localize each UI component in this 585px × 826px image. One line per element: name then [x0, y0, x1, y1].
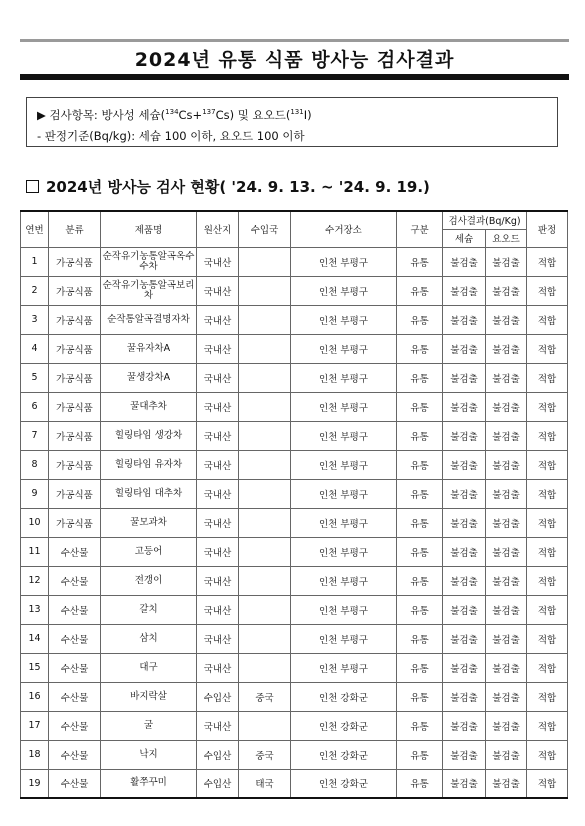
header-result-group: 검사결과(Bq/Kg) — [443, 211, 527, 229]
cell-cesium: 불검출 — [443, 537, 486, 566]
cell-location: 인천 부평구 — [291, 624, 397, 653]
cell-type: 유통 — [397, 682, 443, 711]
cell-iodine: 불검출 — [486, 305, 527, 334]
title-top-rule — [20, 39, 569, 42]
cell-no: 14 — [21, 624, 49, 653]
cell-cesium: 불검출 — [443, 595, 486, 624]
table-row — [21, 276, 568, 305]
cell-iodine: 불검출 — [486, 711, 527, 740]
cell-product: 순작유기농통알곡옥수수차 — [101, 247, 197, 276]
cell-product: 갈치 — [101, 595, 197, 624]
cell-location: 인천 부평구 — [291, 566, 397, 595]
cell-product: 순작통알곡결명자차 — [101, 305, 197, 334]
cell-type: 유통 — [397, 740, 443, 769]
cell-origin: 국내산 — [197, 595, 239, 624]
section-heading — [26, 176, 430, 197]
cell-category: 가공식품 — [49, 450, 101, 479]
cell-origin: 국내산 — [197, 566, 239, 595]
cell-verdict: 적합 — [527, 334, 568, 363]
cell-type: 유통 — [397, 334, 443, 363]
cell-no: 18 — [21, 740, 49, 769]
cell-product: 순작유기농통알곡보리차 — [101, 276, 197, 305]
cell-cesium: 불검출 — [443, 450, 486, 479]
table-row — [21, 769, 568, 798]
cell-import-country — [239, 537, 291, 566]
cell-product: 꿀생강차A — [101, 363, 197, 392]
cell-category: 가공식품 — [49, 334, 101, 363]
cell-category: 수산물 — [49, 595, 101, 624]
cell-type: 유통 — [397, 566, 443, 595]
cell-location: 인천 강화군 — [291, 740, 397, 769]
cell-location: 인천 부평구 — [291, 537, 397, 566]
cell-product: 힐링타임 생강차 — [101, 421, 197, 450]
cell-cesium: 불검출 — [443, 740, 486, 769]
cell-cesium: 불검출 — [443, 682, 486, 711]
cell-cesium: 불검출 — [443, 479, 486, 508]
cell-iodine: 불검출 — [486, 421, 527, 450]
cell-no: 13 — [21, 595, 49, 624]
cell-verdict: 적합 — [527, 624, 568, 653]
cell-origin: 국내산 — [197, 334, 239, 363]
cell-category: 수산물 — [49, 537, 101, 566]
cell-import-country — [239, 392, 291, 421]
cell-product: 대구 — [101, 653, 197, 682]
cell-verdict: 적합 — [527, 740, 568, 769]
cell-verdict: 적합 — [527, 363, 568, 392]
cell-category: 가공식품 — [49, 305, 101, 334]
cell-no: 1 — [21, 247, 49, 276]
cell-iodine: 불검출 — [486, 247, 527, 276]
cell-verdict: 적합 — [527, 305, 568, 334]
cell-verdict: 적합 — [527, 653, 568, 682]
cell-origin: 수입산 — [197, 682, 239, 711]
table-row — [21, 595, 568, 624]
cell-no: 9 — [21, 479, 49, 508]
cell-cesium: 불검출 — [443, 566, 486, 595]
table-row — [21, 392, 568, 421]
cell-product: 삼치 — [101, 624, 197, 653]
i131-mass: 131 — [290, 108, 304, 116]
cell-type: 유통 — [397, 624, 443, 653]
cell-no: 6 — [21, 392, 49, 421]
cell-cesium: 불검출 — [443, 653, 486, 682]
cell-verdict: 적합 — [527, 682, 568, 711]
cell-import-country — [239, 508, 291, 537]
table-row — [21, 682, 568, 711]
page-title: 2024년 유통 식품 방사능 검사결과 — [134, 49, 455, 71]
cell-no: 7 — [21, 421, 49, 450]
cell-product: 힐링타임 유자차 — [101, 450, 197, 479]
criteria-box — [26, 97, 558, 147]
cell-category: 가공식품 — [49, 479, 101, 508]
table-row — [21, 508, 568, 537]
cell-no: 5 — [21, 363, 49, 392]
cell-import-country — [239, 711, 291, 740]
cell-origin: 국내산 — [197, 450, 239, 479]
cell-category: 가공식품 — [49, 276, 101, 305]
cell-import-country — [239, 624, 291, 653]
criteria-items-suffix: I) — [303, 107, 312, 122]
cell-category: 가공식품 — [49, 363, 101, 392]
table-row — [21, 711, 568, 740]
cell-import-country: 중국 — [239, 682, 291, 711]
header-cesium: 세슘 — [443, 229, 486, 247]
cell-import-country — [239, 276, 291, 305]
header-location: 수거장소 — [291, 211, 397, 247]
cell-location: 인천 부평구 — [291, 421, 397, 450]
cell-category: 가공식품 — [49, 508, 101, 537]
cell-no: 8 — [21, 450, 49, 479]
cell-verdict: 적합 — [527, 450, 568, 479]
table-row — [21, 450, 568, 479]
cell-category: 가공식품 — [49, 421, 101, 450]
cell-verdict: 적합 — [527, 421, 568, 450]
cell-no: 15 — [21, 653, 49, 682]
cell-import-country — [239, 450, 291, 479]
cell-location: 인천 부평구 — [291, 479, 397, 508]
cell-cesium: 불검출 — [443, 276, 486, 305]
cell-no: 11 — [21, 537, 49, 566]
cell-import-country — [239, 421, 291, 450]
header-type: 구분 — [397, 211, 443, 247]
cell-origin: 국내산 — [197, 247, 239, 276]
cell-verdict: 적합 — [527, 537, 568, 566]
cell-iodine: 불검출 — [486, 769, 527, 798]
cell-import-country — [239, 653, 291, 682]
cell-location: 인천 부평구 — [291, 595, 397, 624]
cell-import-country: 중국 — [239, 740, 291, 769]
cell-iodine: 불검출 — [486, 537, 527, 566]
cell-no: 16 — [21, 682, 49, 711]
cell-category: 수산물 — [49, 624, 101, 653]
cell-no: 4 — [21, 334, 49, 363]
table-row — [21, 421, 568, 450]
header-no: 연번 — [21, 211, 49, 247]
cell-origin: 국내산 — [197, 508, 239, 537]
cell-import-country — [239, 363, 291, 392]
cell-product: 꿀모과차 — [101, 508, 197, 537]
criteria-standard: - 판정기준(Bq/kg): 세슘 100 이하, 요오드 100 이하 — [37, 128, 305, 143]
table-row — [21, 537, 568, 566]
cell-import-country — [239, 479, 291, 508]
cell-verdict: 적합 — [527, 566, 568, 595]
cell-verdict: 적합 — [527, 392, 568, 421]
cell-verdict: 적합 — [527, 508, 568, 537]
cs137-mass: 137 — [202, 108, 216, 116]
cell-cesium: 불검출 — [443, 421, 486, 450]
cell-category: 수산물 — [49, 653, 101, 682]
cell-location: 인천 부평구 — [291, 363, 397, 392]
cell-iodine: 불검출 — [486, 682, 527, 711]
table-row — [21, 740, 568, 769]
cell-category: 가공식품 — [49, 247, 101, 276]
cell-type: 유통 — [397, 508, 443, 537]
cell-origin: 국내산 — [197, 479, 239, 508]
cell-origin: 국내산 — [197, 276, 239, 305]
cell-type: 유통 — [397, 653, 443, 682]
cell-location: 인천 강화군 — [291, 682, 397, 711]
cell-no: 3 — [21, 305, 49, 334]
cell-iodine: 불검출 — [486, 653, 527, 682]
cell-iodine: 불검출 — [486, 450, 527, 479]
cell-origin: 국내산 — [197, 421, 239, 450]
cell-verdict: 적합 — [527, 769, 568, 798]
criteria-items-prefix: ▶ 검사항목: 방사성 세슘( — [37, 107, 166, 122]
criteria-items-cs: Cs+ — [178, 107, 203, 122]
cell-cesium: 불검출 — [443, 392, 486, 421]
cell-product: 꿀유자차A — [101, 334, 197, 363]
cell-no: 10 — [21, 508, 49, 537]
cell-location: 인천 강화군 — [291, 711, 397, 740]
cell-location: 인천 부평구 — [291, 247, 397, 276]
cell-location: 인천 부평구 — [291, 334, 397, 363]
cell-product: 활쭈꾸미 — [101, 769, 197, 798]
cell-product: 굴 — [101, 711, 197, 740]
cell-origin: 국내산 — [197, 392, 239, 421]
table-row — [21, 566, 568, 595]
cell-iodine: 불검출 — [486, 566, 527, 595]
cell-type: 유통 — [397, 479, 443, 508]
cell-type: 유통 — [397, 392, 443, 421]
cell-product: 전갱이 — [101, 566, 197, 595]
cell-type: 유통 — [397, 305, 443, 334]
cell-no: 12 — [21, 566, 49, 595]
cell-no: 2 — [21, 276, 49, 305]
cell-location: 인천 부평구 — [291, 305, 397, 334]
cell-category: 수산물 — [49, 769, 101, 798]
cell-location: 인천 부평구 — [291, 450, 397, 479]
cell-location: 인천 부평구 — [291, 653, 397, 682]
cell-import-country: 태국 — [239, 769, 291, 798]
cell-type: 유통 — [397, 247, 443, 276]
table-row — [21, 305, 568, 334]
table-row — [21, 363, 568, 392]
cell-type: 유통 — [397, 595, 443, 624]
cell-verdict: 적합 — [527, 276, 568, 305]
criteria-items-iodine: Cs) 및 요오드( — [215, 107, 291, 122]
cell-origin: 수입산 — [197, 769, 239, 798]
cell-product: 꿀대추차 — [101, 392, 197, 421]
cell-cesium: 불검출 — [443, 247, 486, 276]
cell-category: 수산물 — [49, 566, 101, 595]
cell-product: 고등어 — [101, 537, 197, 566]
cell-cesium: 불검출 — [443, 711, 486, 740]
cell-location: 인천 강화군 — [291, 769, 397, 798]
cell-location: 인천 부평구 — [291, 392, 397, 421]
cell-location: 인천 부평구 — [291, 508, 397, 537]
cell-cesium: 불검출 — [443, 305, 486, 334]
cell-origin: 국내산 — [197, 305, 239, 334]
cell-import-country — [239, 334, 291, 363]
cell-verdict: 적합 — [527, 711, 568, 740]
cell-category: 가공식품 — [49, 392, 101, 421]
criteria-items — [37, 102, 547, 126]
cell-origin: 국내산 — [197, 537, 239, 566]
cell-origin: 국내산 — [197, 363, 239, 392]
cell-cesium: 불검출 — [443, 508, 486, 537]
cell-import-country — [239, 305, 291, 334]
results-table — [20, 210, 568, 799]
cell-type: 유통 — [397, 711, 443, 740]
cell-no: 19 — [21, 769, 49, 798]
cell-product: 바지락살 — [101, 682, 197, 711]
cell-category: 수산물 — [49, 682, 101, 711]
table-row — [21, 653, 568, 682]
cell-import-country — [239, 566, 291, 595]
cell-type: 유통 — [397, 421, 443, 450]
cell-cesium: 불검출 — [443, 363, 486, 392]
cell-import-country — [239, 595, 291, 624]
table-row — [21, 624, 568, 653]
table-row — [21, 247, 568, 276]
cell-import-country — [239, 247, 291, 276]
cell-iodine: 불검출 — [486, 276, 527, 305]
cell-iodine: 불검출 — [486, 508, 527, 537]
table-row — [21, 334, 568, 363]
header-iodine: 요오드 — [486, 229, 527, 247]
cell-iodine: 불검출 — [486, 363, 527, 392]
cell-product: 힐링타임 대추차 — [101, 479, 197, 508]
cell-iodine: 불검출 — [486, 595, 527, 624]
cell-iodine: 불검출 — [486, 624, 527, 653]
header-product: 제품명 — [101, 211, 197, 247]
checkbox-icon — [26, 180, 39, 193]
cell-type: 유통 — [397, 537, 443, 566]
cell-origin: 국내산 — [197, 711, 239, 740]
cell-cesium: 불검출 — [443, 624, 486, 653]
cell-product: 낙지 — [101, 740, 197, 769]
header-verdict: 판정 — [527, 211, 568, 247]
section-title: 2024년 방사능 검사 현황( '24. 9. 13. ~ '24. 9. 19.) — [46, 178, 430, 196]
cell-cesium: 불검출 — [443, 334, 486, 363]
cell-iodine: 불검출 — [486, 740, 527, 769]
cell-verdict: 적합 — [527, 595, 568, 624]
cell-category: 수산물 — [49, 740, 101, 769]
cell-verdict: 적합 — [527, 479, 568, 508]
cell-type: 유통 — [397, 276, 443, 305]
cell-origin: 국내산 — [197, 624, 239, 653]
cell-no: 17 — [21, 711, 49, 740]
title-bottom-rule — [20, 74, 569, 80]
cell-iodine: 불검출 — [486, 334, 527, 363]
cell-verdict: 적합 — [527, 247, 568, 276]
cell-origin: 수입산 — [197, 740, 239, 769]
header-category: 분류 — [49, 211, 101, 247]
cell-cesium: 불검출 — [443, 769, 486, 798]
cell-category: 수산물 — [49, 711, 101, 740]
cell-type: 유통 — [397, 363, 443, 392]
cell-location: 인천 부평구 — [291, 276, 397, 305]
cell-iodine: 불검출 — [486, 479, 527, 508]
header-import-country: 수입국 — [239, 211, 291, 247]
cell-origin: 국내산 — [197, 653, 239, 682]
cs134-mass: 134 — [165, 108, 179, 116]
header-origin: 원산지 — [197, 211, 239, 247]
cell-type: 유통 — [397, 450, 443, 479]
cell-type: 유통 — [397, 769, 443, 798]
cell-iodine: 불검출 — [486, 392, 527, 421]
table-row — [21, 479, 568, 508]
